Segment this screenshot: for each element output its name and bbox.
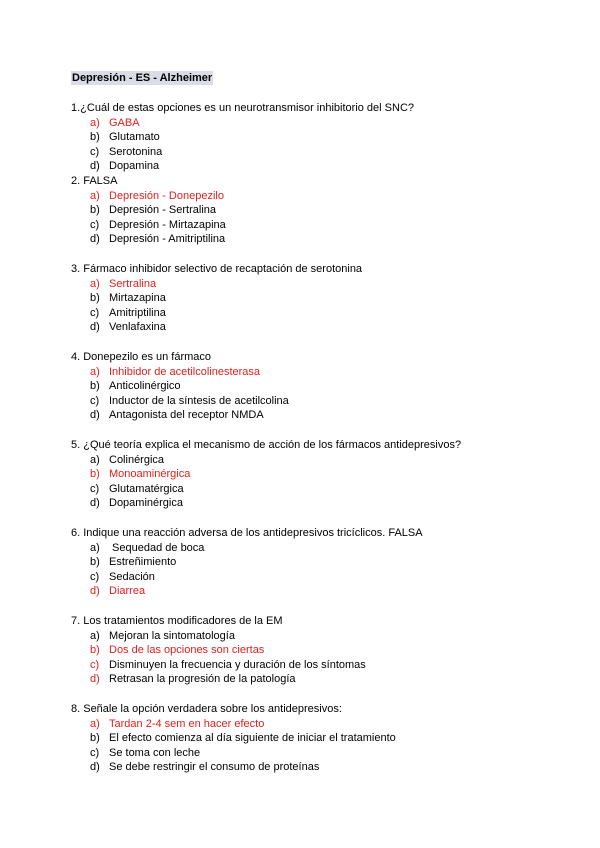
option-letter: b)	[90, 292, 100, 305]
option-letter: b)	[90, 644, 100, 657]
question-5	[71, 438, 591, 511]
question-text: 2. FALSA	[71, 175, 118, 187]
option-letter: c)	[90, 746, 100, 759]
option	[71, 643, 591, 658]
option-letter: d)	[90, 673, 100, 686]
option	[71, 116, 591, 131]
option	[71, 379, 591, 394]
option-text: Depresión - Sertralina	[109, 204, 216, 217]
option	[71, 203, 591, 218]
option-letter: b)	[90, 131, 100, 144]
option	[71, 365, 591, 380]
options-list	[71, 116, 591, 174]
option	[71, 232, 591, 247]
option	[71, 570, 591, 585]
option-text: Glutamatérgica	[109, 482, 184, 495]
option-letter: c)	[90, 145, 100, 158]
option-letter: a)	[90, 717, 100, 730]
option	[71, 584, 591, 599]
options-list	[71, 189, 591, 247]
option-letter: a)	[90, 541, 100, 554]
question-text: 4. Donepezilo es un fármaco	[71, 351, 212, 363]
question-text: 3. Fármaco inhibidor selectivo de recaptación de serotonina	[71, 263, 363, 275]
option-text: Depresión - Mirtazapina	[109, 218, 226, 231]
option-text: Sertralina	[109, 277, 157, 290]
option	[71, 496, 591, 511]
option	[71, 555, 591, 570]
option-text: Monoaminérgica	[109, 468, 191, 481]
option-text: Serotonina	[109, 145, 163, 158]
option-text: Colinérgica	[109, 453, 165, 466]
option-text: El efecto comienza al día siguiente de iniciar el tratamiento	[109, 732, 396, 745]
question-3	[71, 262, 591, 335]
option-text: Depresión - Amitriptilina	[109, 233, 226, 246]
option	[71, 159, 591, 174]
option	[71, 189, 591, 204]
question-6	[71, 526, 591, 599]
option-text: Tardan 2-4 sem en hacer efecto	[109, 717, 265, 730]
option-letter: c)	[90, 482, 100, 495]
option-letter: c)	[90, 570, 100, 583]
option	[71, 408, 591, 423]
option-text: Antagonista del receptor NMDA	[109, 409, 264, 422]
option	[71, 467, 591, 482]
question-text: 5. ¿Qué teoría explica el mecanismo de acción de los fármacos antidepresivos?	[71, 439, 462, 451]
question-text: 6. Indique una reacción adversa de los antidepresivos tricíclicos. FALSA	[71, 527, 423, 539]
option	[71, 760, 591, 775]
option-text: Diarrea	[109, 585, 146, 598]
option-text: Mejoran la sintomatología	[109, 629, 235, 642]
question-1	[71, 101, 591, 174]
option	[71, 629, 591, 644]
question-text: 1.¿Cuál de estas opciones es un neurotransmisor inhibitorio del SNC?	[71, 102, 415, 114]
option	[71, 291, 591, 306]
option-text: Anticolinérgico	[109, 380, 181, 393]
option-letter: d)	[90, 761, 100, 774]
question-text: 8. Señale la opción verdadera sobre los antidepresivos:	[71, 703, 342, 715]
options-list	[71, 541, 591, 599]
option-letter: a)	[90, 365, 100, 378]
option-text: Dopaminérgica	[109, 497, 183, 510]
option	[71, 130, 591, 145]
option-text: Inductor de la síntesis de acetilcolina	[109, 394, 289, 407]
option	[71, 541, 591, 556]
option-letter: b)	[90, 204, 100, 217]
option-letter: d)	[90, 233, 100, 246]
option-text: Glutamato	[109, 131, 160, 144]
option-text: Amitriptilina	[109, 306, 166, 319]
options-list	[71, 277, 591, 335]
option-letter: b)	[90, 380, 100, 393]
question-8	[71, 702, 591, 775]
option-letter: a)	[90, 453, 100, 466]
option-text: Retrasan la progresión de la patología	[109, 673, 296, 686]
option-letter: d)	[90, 321, 100, 334]
document-title: Depresión - ES - Alzheimer	[72, 72, 213, 84]
option	[71, 672, 591, 687]
option-letter: a)	[90, 629, 100, 642]
option-letter: a)	[90, 189, 100, 202]
options-list	[71, 717, 591, 775]
option-letter: b)	[90, 732, 100, 745]
option-letter: d)	[90, 160, 100, 173]
question-4	[71, 350, 591, 423]
option-text: Dos de las opciones son ciertas	[109, 644, 265, 657]
options-list	[71, 365, 591, 423]
option-letter: d)	[90, 497, 100, 510]
question-7	[71, 614, 591, 687]
option	[71, 320, 591, 335]
option	[71, 746, 591, 761]
option	[71, 145, 591, 160]
option	[71, 218, 591, 233]
option-letter: b)	[90, 468, 100, 481]
option-text: Sedación	[109, 570, 155, 583]
option	[71, 658, 591, 673]
option-text: Depresión - Donepezilo	[109, 189, 224, 202]
option-text: Sequedad de boca	[109, 541, 205, 554]
option-text: Se debe restringir el consumo de proteínas	[109, 761, 320, 774]
option-text: Venlafaxina	[109, 321, 166, 334]
option-letter: d)	[90, 585, 100, 598]
option-letter: b)	[90, 556, 100, 569]
option-text: Se toma con leche	[109, 746, 201, 759]
question-text: 7. Los tratamientos modificadores de la EM	[71, 615, 283, 627]
option	[71, 277, 591, 292]
option-text: Estreñimiento	[109, 556, 177, 569]
options-list	[71, 453, 591, 511]
option-letter: a)	[90, 277, 100, 290]
option-letter: c)	[90, 306, 100, 319]
option-letter: c)	[90, 218, 100, 231]
options-list	[71, 629, 591, 687]
option-letter: c)	[90, 394, 100, 407]
option	[71, 394, 591, 409]
option	[71, 306, 591, 321]
option-text: Dopamina	[109, 160, 160, 173]
option-letter: a)	[90, 116, 100, 129]
option-letter: d)	[90, 409, 100, 422]
option-text: GABA	[109, 116, 140, 129]
option	[71, 482, 591, 497]
question-2	[71, 174, 591, 247]
option	[71, 453, 591, 468]
option-text: Mirtazapina	[109, 292, 166, 305]
option	[71, 717, 591, 732]
option-text: Inhibidor de acetilcolinesterasa	[109, 365, 261, 378]
option-letter: c)	[90, 658, 100, 671]
option-text: Disminuyen la frecuencia y duración de los síntomas	[109, 658, 366, 671]
option	[71, 731, 591, 746]
